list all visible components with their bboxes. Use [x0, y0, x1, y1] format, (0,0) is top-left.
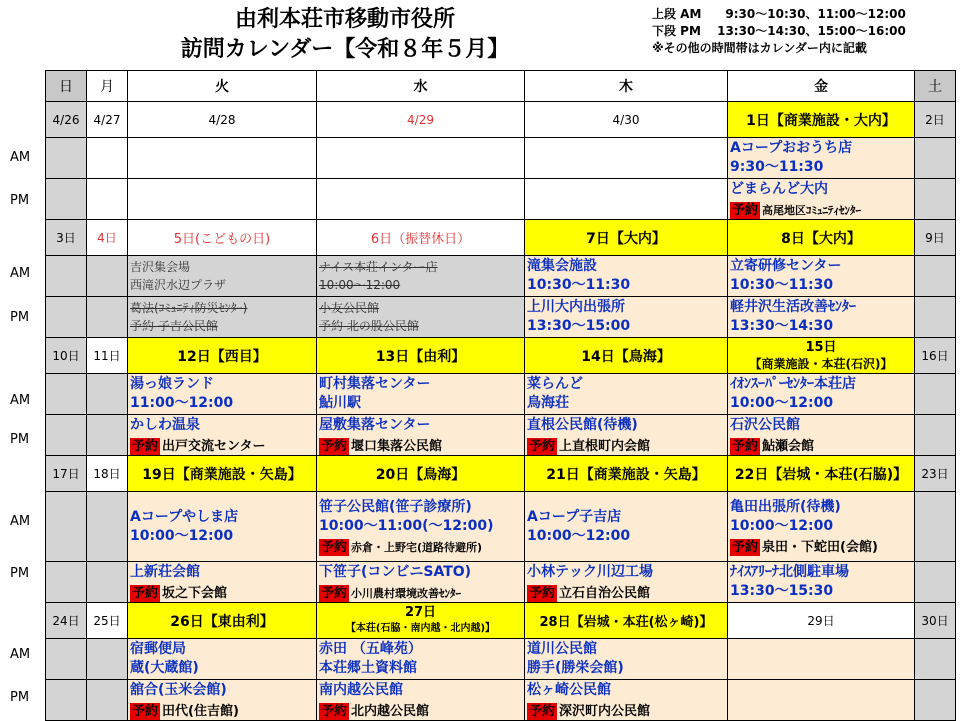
am-row	[46, 639, 956, 680]
weekday-thu: 木	[525, 71, 728, 102]
time-legend-note: ※その他の時間帯はカレンダー内に記載	[652, 41, 867, 55]
time-text: 10:00～11:00(～12:00)	[319, 517, 494, 534]
schedule-cell	[317, 492, 525, 562]
pm-row	[46, 179, 956, 220]
date-cell: 14日【鳥海】	[525, 338, 728, 374]
schedule-cell	[128, 297, 317, 338]
date-cell: 3日	[46, 220, 87, 256]
schedule-cell	[525, 297, 728, 338]
schedule-cell	[728, 179, 915, 220]
reserve-location: 泉田・下蛇田(会館)	[762, 539, 878, 555]
weekday-wed: 水	[317, 71, 525, 102]
weekday-sat: 土	[915, 71, 956, 102]
location-text: 葛法(ｺﾐｭﾆﾃｨ防災ｾﾝﾀｰ)	[130, 301, 248, 315]
schedule-cell	[728, 562, 915, 603]
pm-label: PM	[10, 193, 30, 208]
schedule-cell	[128, 256, 317, 297]
location-text: どまらんど大内	[730, 180, 828, 197]
date-cell: 4/29	[317, 102, 525, 138]
date-cell: 7日【大内】	[525, 220, 728, 256]
location-text: 軽井沢生活改善ｾﾝﾀｰ	[730, 299, 856, 315]
date-row	[46, 338, 956, 374]
date-row	[46, 102, 956, 138]
time-text: 10:00～12:00	[527, 527, 631, 544]
date-cell: 26日【東由利】	[128, 603, 317, 639]
schedule-cell	[128, 680, 317, 721]
reserve-badge: 予約	[321, 703, 348, 719]
schedule-cell	[728, 256, 915, 297]
date-cell: 21日【商業施設・矢島】	[525, 456, 728, 492]
reserve-location: 堰口集落公民館	[351, 438, 443, 454]
schedule-cell	[728, 374, 915, 415]
location-text: 上新荘会館	[130, 563, 200, 580]
date-label: 15日	[805, 339, 837, 355]
date-cell: 28日【岩城・本荘(松ヶ崎)】	[525, 603, 728, 639]
reserve-badge: 予約	[321, 539, 348, 555]
reserve-badge: 予約	[132, 438, 159, 454]
reserve-badge: 予約	[321, 585, 348, 601]
date-cell: 12日【西目】	[128, 338, 317, 374]
reserve-badge: 予約	[529, 438, 556, 454]
location-text: 直根公民館(待機)	[527, 416, 638, 433]
date-sublabel: 【本荘(石脇・南内越・北内越)】	[345, 622, 496, 634]
location-text: 西滝沢水辺プラザ	[130, 278, 227, 292]
reserve-badge: 予約	[529, 703, 556, 719]
reserve-location: 田代(住吉館)	[162, 703, 239, 719]
reserve-badge: 予約	[732, 438, 759, 454]
date-cell: 6日（振替休日）	[317, 220, 525, 256]
schedule-cell	[317, 374, 525, 415]
date-sublabel: 【商業施設・本荘(石沢)】	[749, 356, 893, 371]
date-cell: 2日	[915, 102, 956, 138]
schedule-cell	[525, 492, 728, 562]
schedule-cell	[525, 415, 728, 456]
page-title: 由利本荘市移動市役所	[234, 7, 455, 32]
date-cell: 22日【岩城・本荘(石脇)】	[728, 456, 915, 492]
date-row	[46, 603, 956, 639]
location-text: 屋敷集落センター	[319, 416, 431, 433]
schedule-cell	[525, 256, 728, 297]
time-text: 9:30～11:30	[730, 159, 824, 175]
calendar-table	[45, 70, 956, 721]
location-text: ﾅｲｽｱﾘｰﾅ北側駐車場	[730, 564, 849, 580]
schedule-cell	[128, 415, 317, 456]
time-text: 10:30～11:30	[730, 277, 834, 293]
time-legend-pm: 下段 PM 13:30～14:30、15:00～16:00	[652, 24, 906, 38]
schedule-cell	[728, 492, 915, 562]
am-row	[46, 256, 956, 297]
date-cell: 5日(こどもの日)	[128, 220, 317, 256]
schedule-cell	[728, 415, 915, 456]
location-text: 予約 北の股公民館	[319, 319, 419, 333]
date-cell	[317, 603, 525, 639]
reserve-location: 赤倉・上野宅(道路待避所)	[351, 540, 483, 554]
date-cell: 1日【商業施設・大内】	[728, 102, 915, 138]
schedule-cell	[128, 562, 317, 603]
location-text: 南内越公民館	[319, 681, 403, 698]
location-text: かしわ温泉	[130, 416, 200, 433]
location-text: Aコープやしま店	[130, 508, 239, 525]
location-text: 亀田出張所(待機)	[730, 498, 841, 515]
am-label: AM	[10, 393, 31, 408]
reserve-badge: 予約	[732, 202, 759, 218]
reserve-location: 上直根町内会館	[559, 438, 651, 454]
location-text: 本荘郷土資料館	[319, 660, 417, 676]
time-text: 10:00～12:00	[730, 395, 834, 411]
schedule-cell	[317, 639, 525, 680]
location-text: 下笹子(コンビニSATO)	[319, 563, 472, 580]
location-text: 湯っ娘ランド	[130, 376, 214, 392]
date-cell: 4/28	[128, 102, 317, 138]
reserve-location: 坂之下会館	[162, 585, 228, 601]
date-cell: 11日	[87, 338, 128, 374]
reserve-badge: 予約	[529, 585, 556, 601]
time-text: 13:30～15:00	[527, 318, 631, 334]
reserve-badge: 予約	[132, 703, 159, 719]
am-label: AM	[10, 266, 31, 281]
time-legend	[652, 6, 906, 57]
location-text: 鮎川駅	[319, 395, 361, 411]
time-text: 13:30～15:30	[730, 583, 834, 599]
reserve-badge: 予約	[732, 539, 759, 555]
pm-row	[46, 562, 956, 603]
schedule-cell	[317, 256, 525, 297]
reserve-location: 高尾地区ｺﾐｭﾆﾃｨｾﾝﾀｰ	[762, 203, 862, 217]
location-text: Aコープおおうち店	[730, 140, 853, 156]
schedule-cell	[728, 138, 915, 179]
schedule-cell	[525, 639, 728, 680]
location-text: 松ヶ崎公民館	[527, 681, 611, 698]
time-text: 10:00～12:00	[130, 527, 234, 544]
schedule-cell	[728, 297, 915, 338]
date-label: 27日	[404, 604, 437, 620]
schedule-cell	[525, 680, 728, 721]
date-cell: 23日	[915, 456, 956, 492]
weekday-fri: 金	[728, 71, 915, 102]
date-cell: 20日【鳥海】	[317, 456, 525, 492]
date-cell: 30日	[915, 603, 956, 639]
location-text: 滝集会施設	[527, 258, 597, 274]
location-text: 小友公民館	[319, 301, 380, 315]
reserve-location: 出戸交流センター	[162, 438, 266, 454]
pm-label: PM	[10, 690, 30, 705]
time-text: 10:30～11:30	[527, 277, 631, 293]
location-text: 道川公民館	[527, 641, 597, 657]
schedule-cell	[128, 492, 317, 562]
location-text: 上川大内出張所	[527, 299, 625, 315]
location-text: 宿郵便局	[130, 641, 186, 657]
date-cell: 16日	[915, 338, 956, 374]
pm-row	[46, 415, 956, 456]
location-text: 舘合(玉米会館)	[130, 681, 227, 698]
date-cell: 29日	[728, 603, 915, 639]
schedule-cell	[317, 680, 525, 721]
am-row	[46, 374, 956, 415]
date-cell: 13日【由利】	[317, 338, 525, 374]
date-cell: 4/30	[525, 102, 728, 138]
location-text: 立寄研修センター	[730, 258, 842, 274]
location-text: 赤田 （五峰苑）	[319, 641, 422, 657]
date-cell: 17日	[46, 456, 87, 492]
location-text: 町村集落センター	[319, 376, 431, 392]
weekday-header	[46, 71, 956, 102]
location-text: 予約 子吉公民館	[130, 319, 218, 333]
schedule-cell	[317, 415, 525, 456]
pm-row	[46, 297, 956, 338]
location-text: ｲｵﾝｽｰﾊﾟｰｾﾝﾀｰ本荘店	[730, 376, 856, 392]
location-text: ナイス本荘インター店	[319, 260, 438, 274]
reserve-location: 深沢町内公民館	[559, 703, 651, 719]
pm-label: PM	[10, 566, 30, 581]
date-cell: 25日	[87, 603, 128, 639]
date-cell: 4日	[87, 220, 128, 256]
time-text: 13:30～14:30	[730, 318, 834, 334]
time-text: 10:00～12:00	[319, 278, 401, 292]
schedule-cell	[525, 374, 728, 415]
am-label: AM	[10, 150, 31, 165]
date-cell: 4/27	[87, 102, 128, 138]
date-row	[46, 456, 956, 492]
header	[0, 0, 961, 70]
date-cell: 4/26	[46, 102, 87, 138]
schedule-cell	[128, 639, 317, 680]
date-cell: 18日	[87, 456, 128, 492]
page-subtitle: 訪問カレンダー【令和８年５月】	[180, 37, 510, 62]
date-cell: 8日【大内】	[728, 220, 915, 256]
location-text: 石沢公民館	[730, 416, 800, 433]
time-text: 11:00～12:00	[130, 395, 234, 411]
schedule-cell	[525, 562, 728, 603]
schedule-cell	[317, 297, 525, 338]
am-row	[46, 492, 956, 562]
reserve-location: 小川農村環境改善ｾﾝﾀｰ	[351, 586, 462, 600]
date-cell: 24日	[46, 603, 87, 639]
location-text: Aコープ子吉店	[527, 508, 622, 525]
date-cell: 10日	[46, 338, 87, 374]
date-cell: 19日【商業施設・矢島】	[128, 456, 317, 492]
weekday-sun: 日	[46, 71, 87, 102]
location-text: 蔵(大蔵館)	[130, 660, 199, 676]
date-row	[46, 220, 956, 256]
reserve-badge: 予約	[321, 438, 348, 454]
weekday-tue: 火	[128, 71, 317, 102]
pm-row	[46, 680, 956, 721]
am-row	[46, 138, 956, 179]
reserve-location: 鮎瀬会館	[762, 438, 815, 454]
reserve-location: 北内越公民館	[351, 703, 430, 719]
location-text: 笹子公民館(笹子診療所)	[319, 498, 472, 515]
location-text: 鳥海荘	[527, 395, 569, 411]
schedule-cell	[317, 562, 525, 603]
date-cell	[728, 338, 915, 374]
location-text: 小林テック川辺工場	[527, 563, 653, 580]
location-text: 勝手(勝栄会館)	[527, 660, 624, 676]
pm-label: PM	[10, 432, 30, 447]
pm-label: PM	[10, 310, 30, 325]
time-legend-am: 上段 AM 9:30～10:30、11:00～12:00	[652, 7, 906, 21]
schedule-cell	[128, 374, 317, 415]
reserve-location: 立石自治公民館	[559, 585, 651, 601]
location-text: 菜らんど	[527, 376, 583, 392]
date-cell: 9日	[915, 220, 956, 256]
time-text: 10:00～12:00	[730, 517, 834, 534]
location-text: 吉沢集会場	[130, 260, 191, 274]
am-label: AM	[10, 514, 31, 529]
weekday-mon: 月	[87, 71, 128, 102]
am-label: AM	[10, 647, 31, 662]
reserve-badge: 予約	[132, 585, 159, 601]
